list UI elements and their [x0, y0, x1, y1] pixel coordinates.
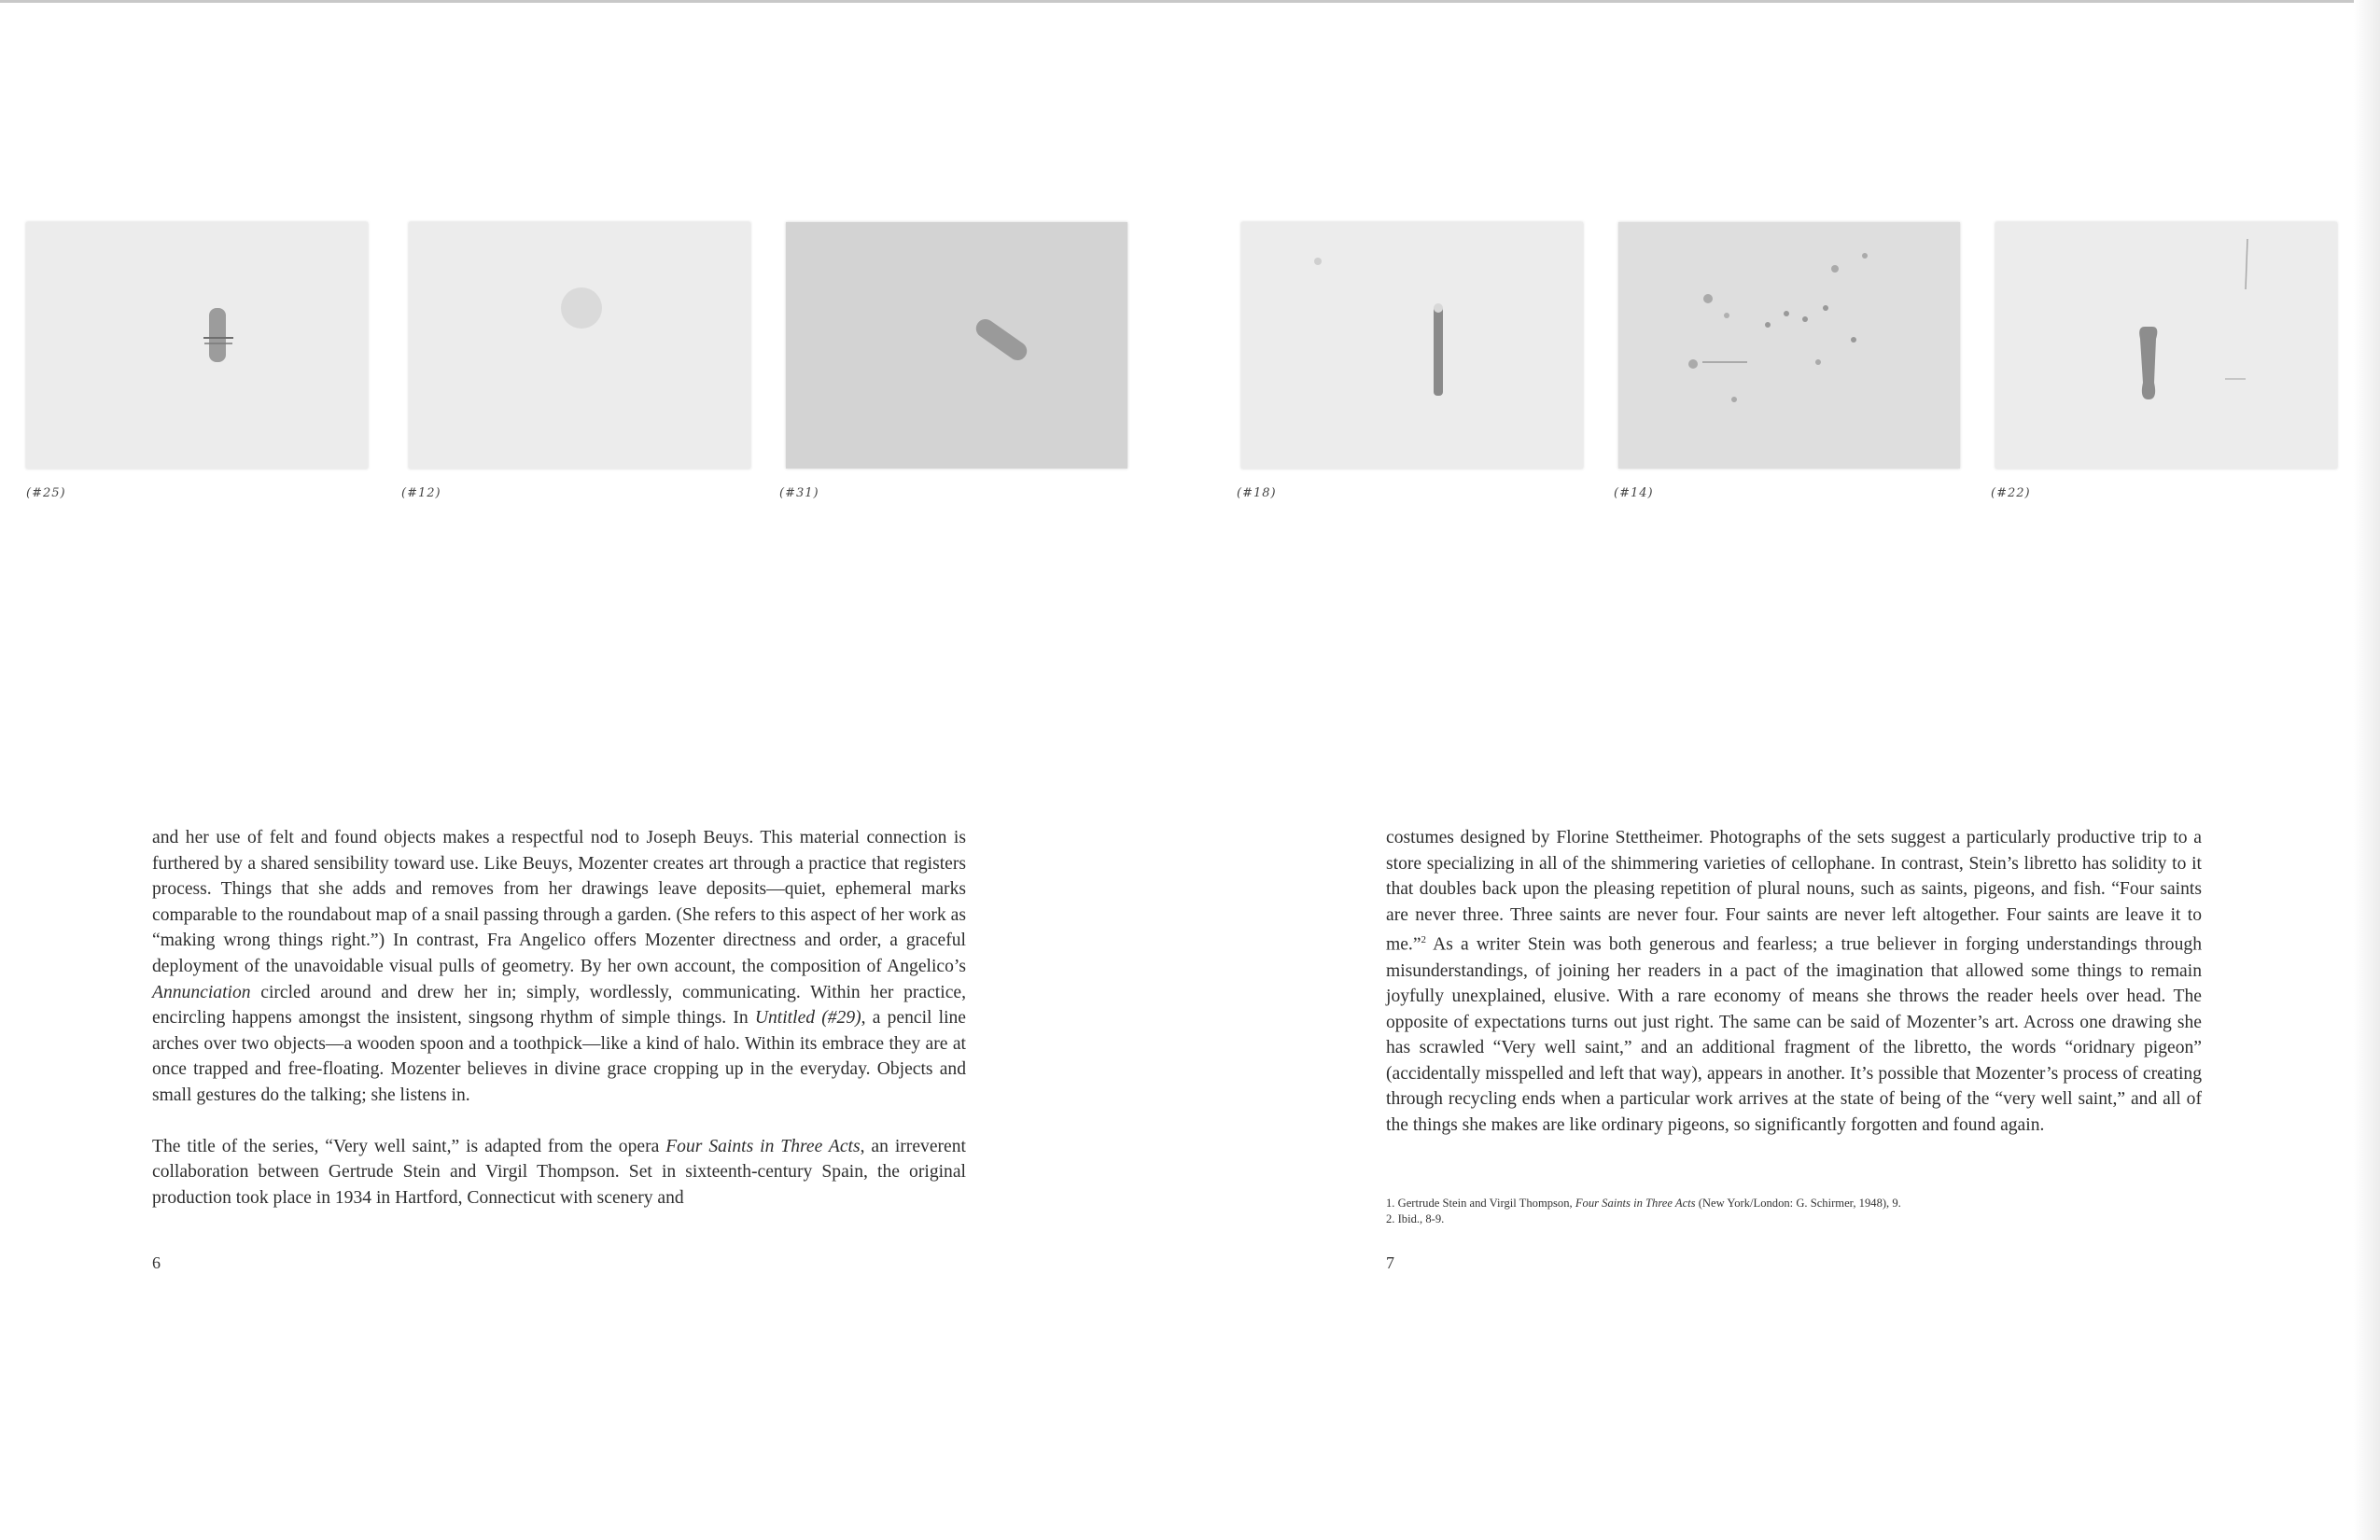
right-page-text [1386, 825, 2202, 1164]
right-paragraph-1: costumes designed by Florine Stettheimer. Photographs of the sets suggest a particularly productive trip to a store specializing in all of the shimmering varieties of cellophane. In contrast, Stein’s libretto has solidity to it that doubles back upon the pleasing repetition of plural nouns, such as saints, pigeons, and fish. “Four saints are never three. Three saints are never four. Four saints are never left altogether. Four saints are leave it to me.”$^2$ As a writer Stein was both generous and fearless; a true believer in forging understandings through misunderstandings, of joining her readers in a pact of the imagination that allowed some things to remain joyfully unexplained, elusive. With a rare economy of means she throws the reader heels over head. The opposite of expectations turns out just right. The same can be said of Mozenter’s art. Across one drawing she has scrawled “Very well saint,” and an additional fragment of the libretto, the words “oridnary pigeon” (accidentally misspelled and left that way), appears in another. It’s possible that Mozenter’s process of creating through recycling ends when a particular work arrives at the state of being of the “very well saint,” and all of the things she makes are like ordinary pigeons, so significantly forgotten and found again. [1386, 828, 2202, 1136]
figure-caption: (#25) [26, 486, 66, 500]
artwork-image-14 [1618, 222, 1960, 469]
artwork-image-18 [1241, 222, 1583, 469]
page-number-right: 7 [1386, 1253, 1394, 1272]
page-number-left: 6 [152, 1253, 161, 1272]
artwork-image-12 [409, 222, 750, 469]
figure-caption: (#22) [1991, 486, 2031, 500]
figure-caption: (#12) [401, 486, 441, 500]
left-page-text [152, 825, 966, 1236]
page-edge-shadow [2354, 0, 2380, 1540]
footnotes [1386, 1196, 1901, 1227]
left-paragraph-1: and her use of felt and found objects makes a respectful nod to Joseph Beuys. This material connection is furthered by a shared sensibility toward use. Like Beuys, Mozenter creates art through a practice that registers process. Things that she adds and removes from her drawings leave deposits—quiet, ephemeral marks comparable to the roundabout map of a snail passing through a garden. (She refers to this aspect of her work as “making wrong things right.”) In contrast, Fra Angelico offers Mozenter directness and order, a graceful deployment of the unavoidable visual pulls of geometry. By her own account, the composition of Angelico’s Annunciation circled around and drew her in; simply, wordlessly, communicating. Within her practice, encircling happens amongst the insistent, singsong rhythm of simple things. In Untitled (#29), a pencil line arches over two objects—a wooden spoon and a toothpick—like a kind of halo. Within its embrace they are at once trapped and free-floating. Mozenter believes in divine grace cropping up in the everyday. Objects and small gestures do the talking; she listens in. [152, 828, 967, 1105]
figure-caption: (#31) [779, 486, 819, 500]
footnote: 1. Gertrude Stein and Virgil Thompson, Four Saints in Three Acts (New York/London: G. Schirmer, 1948), 9. [1386, 1197, 1901, 1210]
footnote: 2. Ibid., 8-9. [1386, 1212, 1445, 1225]
top-edge [0, 0, 2380, 3]
left-paragraph-2: The title of the series, “Very well saint,” is adapted from the opera Four Saints in Three Acts, an irreverent collaboration between Gertrude Stein and Virgil Thompson. Set in sixteenth-century Spain, the original production took place in 1934 in Hartford, Connecticut with scenery and [152, 1136, 966, 1208]
artwork-image-22 [1995, 222, 2337, 469]
figure-caption: (#18) [1237, 486, 1277, 500]
figure-caption: (#14) [1614, 486, 1654, 500]
artwork-image-25 [26, 222, 368, 469]
artwork-image-31 [786, 222, 1127, 469]
